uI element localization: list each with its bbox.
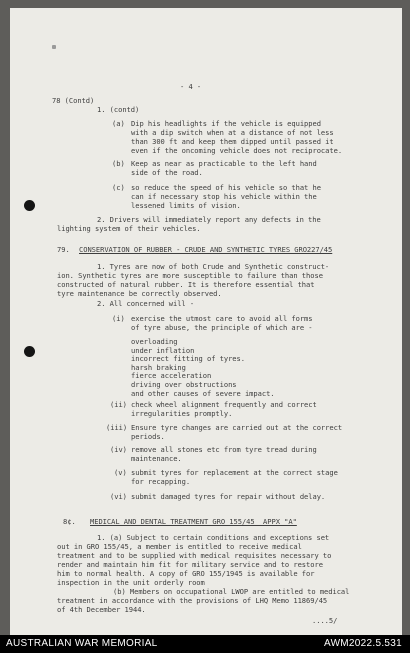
item-label: (ii)	[110, 400, 127, 409]
continuation-mark: ....5/	[312, 616, 338, 625]
paragraph-line: constructed of natural rubber. It is therefore essential that	[57, 280, 315, 289]
paragraph-line: tyre maintenance be correctly observed.	[57, 289, 222, 298]
document-page	[10, 8, 402, 635]
item-text: check wheel alignment frequently and correct	[131, 400, 317, 409]
item-label: (iv)	[110, 445, 127, 454]
item-text: submit damaged tyres for repair without delay.	[131, 492, 326, 501]
paragraph-line: 1. Tyres are now of both Crude and Synthetic construct-	[97, 262, 330, 271]
paragraph-line: (b) Members on occupational LWOP are entitled to medical	[113, 587, 350, 596]
item-text: with a dip switch when at a distance of not less	[131, 128, 334, 137]
abuse-item: incorrect fitting of tyres.	[131, 354, 245, 364]
item-text: exercise the utmost care to avoid all forms	[131, 314, 313, 323]
paragraph-line: of 4th December 1944.	[57, 605, 146, 614]
paragraph-line: him to normal health. A copy of GRO 155/1945 is available for	[57, 569, 315, 578]
paragraph-line: inspection in the unit orderly room	[57, 578, 205, 587]
item-text: Dip his headlights if the vehicle is equipped	[131, 119, 321, 128]
abuse-item: driving over obstructions	[131, 380, 237, 389]
item-text: side of the road.	[131, 168, 203, 177]
paragraph-line: out in GRO 155/45, a member is entitled to receive medical	[57, 542, 302, 551]
footer-left: AUSTRALIAN WAR MEMORIAL	[6, 638, 158, 649]
abuse-item: overloading	[131, 337, 178, 346]
paragraph-line: lighting system of their vehicles.	[57, 224, 201, 233]
abuse-item: fierce acceleration	[131, 371, 212, 381]
paragraph-line: treatment and to be supplied with medical requisites necessary to	[57, 551, 332, 560]
abuse-item: and other causes of severe impact.	[131, 388, 275, 398]
paragraph-line: render and maintain him fit for military service and to restore	[57, 560, 323, 569]
item-text: periods.	[131, 432, 165, 441]
item-label: (iii)	[106, 423, 128, 432]
item-text: Keep as near as practicable to the left hand	[131, 159, 317, 168]
item-text: than 300 ft and keep them dipped until passed it	[131, 137, 334, 146]
abuse-item: under inflation	[131, 345, 195, 355]
item-text: even if the oncoming vehicle does not reciprocate.	[131, 146, 343, 155]
archive-footer	[0, 635, 410, 653]
item-label: (i)	[112, 314, 125, 323]
item-text: can if necessary stop his vehicle within the	[131, 192, 317, 201]
item-text: lessened limits of vision.	[131, 201, 241, 210]
section-number: 79.	[57, 245, 70, 254]
punch-hole-bottom	[24, 346, 35, 357]
paragraph-line: treatment in accordance with the provisions of LHQ Memo 11869/45	[57, 596, 328, 605]
item-text: Ensure tyre changes are carried out at the correct	[131, 423, 343, 432]
abuse-item: harsh braking	[131, 362, 186, 372]
section-heading: CONSERVATION OF RUBBER - CRUDE AND SYNTHETIC TYRES GRO227/45	[79, 245, 333, 254]
item-label: (a)	[112, 119, 125, 128]
paragraph-line: ion. Synthetic tyres are more susceptible to failure than those	[57, 271, 323, 280]
item-label: (vi)	[110, 492, 127, 501]
section-heading: MEDICAL AND DENTAL TREATMENT GRO 155/45 APPX "A"	[90, 517, 297, 526]
punch-hole-top	[24, 200, 35, 211]
item-text: of tyre abuse, the principle of which are -	[131, 323, 313, 332]
item-text: submit tyres for replacement at the correct stage	[131, 468, 338, 477]
paragraph-line: 2. Drivers will immediately report any defects in the	[97, 215, 321, 224]
para-continued: 1. (contd)	[97, 105, 140, 114]
section-continued: 78 (Contd)	[52, 96, 95, 105]
item-text: so reduce the speed of his vehicle so that he	[131, 183, 321, 192]
item-text: maintenance.	[131, 454, 182, 463]
section-number: 8¢.	[63, 517, 76, 526]
item-text: for recapping.	[131, 477, 191, 486]
item-label: (v)	[114, 468, 127, 477]
item-text: irregularities promptly.	[131, 409, 233, 418]
footer-right: AWM2022.5.531	[323, 638, 402, 649]
item-label: (b)	[112, 159, 125, 168]
item-text: remove all stones etc from tyre tread during	[131, 445, 317, 454]
stamp-mark	[52, 45, 56, 49]
paragraph-line: 2. All concerned will -	[97, 299, 195, 308]
page-number: - 4 -	[180, 82, 202, 91]
item-label: (c)	[112, 183, 125, 192]
paragraph-line: 1. (a) Subject to certain conditions and exceptions set	[97, 533, 330, 542]
